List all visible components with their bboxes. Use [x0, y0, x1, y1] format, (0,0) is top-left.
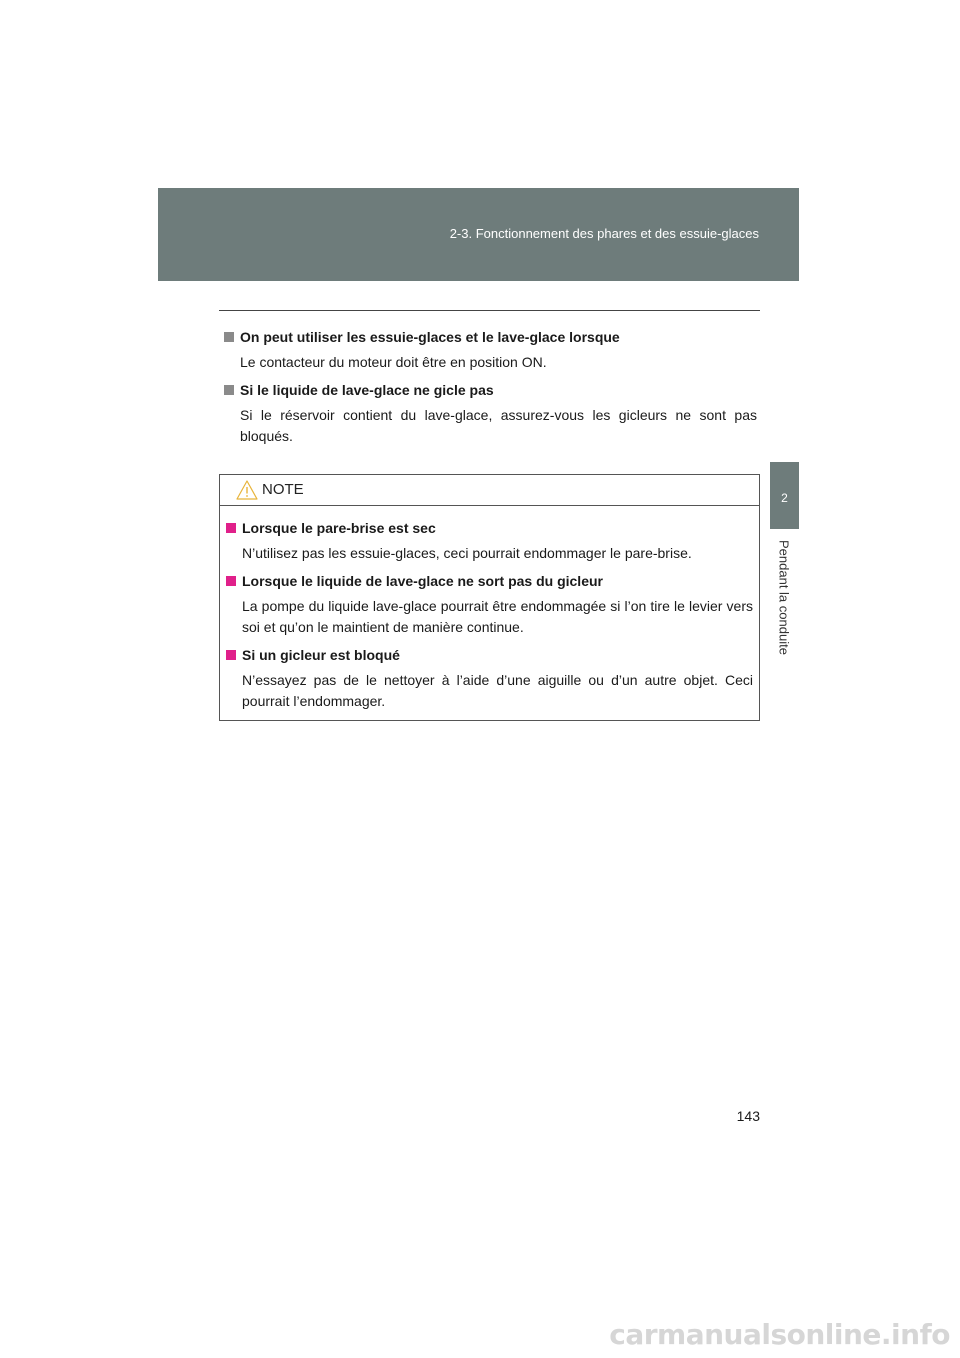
- bullet-square-icon: [226, 576, 236, 586]
- section-divider: [219, 310, 760, 311]
- chapter-label: [771, 540, 797, 680]
- chapter-number: 2: [781, 491, 788, 505]
- note-item-heading: [224, 645, 753, 665]
- note-item-heading-text: Si un gicleur est bloqué: [242, 647, 400, 663]
- note-box: [219, 474, 760, 721]
- bullet-square-icon: [224, 385, 234, 395]
- note-body: [220, 506, 759, 712]
- note-item-text: La pompe du liquide lave-glace pourrait être endommagée si l’on tire le levier vers soi et qu’on le maintient de manière continue.: [242, 598, 753, 635]
- item-text: Si le réservoir contient du lave-glace, assurez-vous les gicleurs ne sont pas bloqués.: [240, 407, 757, 444]
- page-number: 143: [736, 1108, 760, 1124]
- note-item-heading-text: Lorsque le pare-brise est sec: [242, 520, 436, 536]
- note-item-heading-text: Lorsque le liquide de lave-glace ne sort pas du gicleur: [242, 573, 603, 589]
- bullet-square-icon: [226, 650, 236, 660]
- note-title: NOTE: [262, 481, 304, 498]
- item-heading-text: On peut utiliser les essuie-glaces et le lave-glace lorsque: [240, 329, 620, 345]
- section-title: 2-3. Fonctionnement des phares et des essuie-glaces: [449, 226, 759, 241]
- item-heading-text: Si le liquide de lave-glace ne gicle pas: [240, 382, 494, 398]
- item-text: Le contacteur du moteur doit être en position ON.: [240, 354, 547, 370]
- header-band: [158, 188, 799, 281]
- warning-triangle-icon: [236, 480, 258, 500]
- chapter-label-text: Pendant la conduite: [776, 540, 792, 655]
- main-content: [222, 327, 757, 454]
- note-item-heading: [224, 518, 753, 538]
- bullet-square-icon: [224, 332, 234, 342]
- bullet-square-icon: [226, 523, 236, 533]
- chapter-tab: [770, 462, 799, 529]
- watermark: carmanualsonline.info: [609, 1318, 950, 1351]
- note-header: [220, 475, 759, 506]
- item-heading: [222, 380, 757, 400]
- note-item-heading: [224, 571, 753, 591]
- note-item-text: N’essayez pas de le nettoyer à l’aide d’une aiguille ou d’un autre objet. Ceci pourrait l’endommager.: [242, 672, 753, 709]
- note-item-text: N’utilisez pas les essuie-glaces, ceci pourrait endommager le pare-brise.: [242, 545, 692, 561]
- item-heading: [222, 327, 757, 347]
